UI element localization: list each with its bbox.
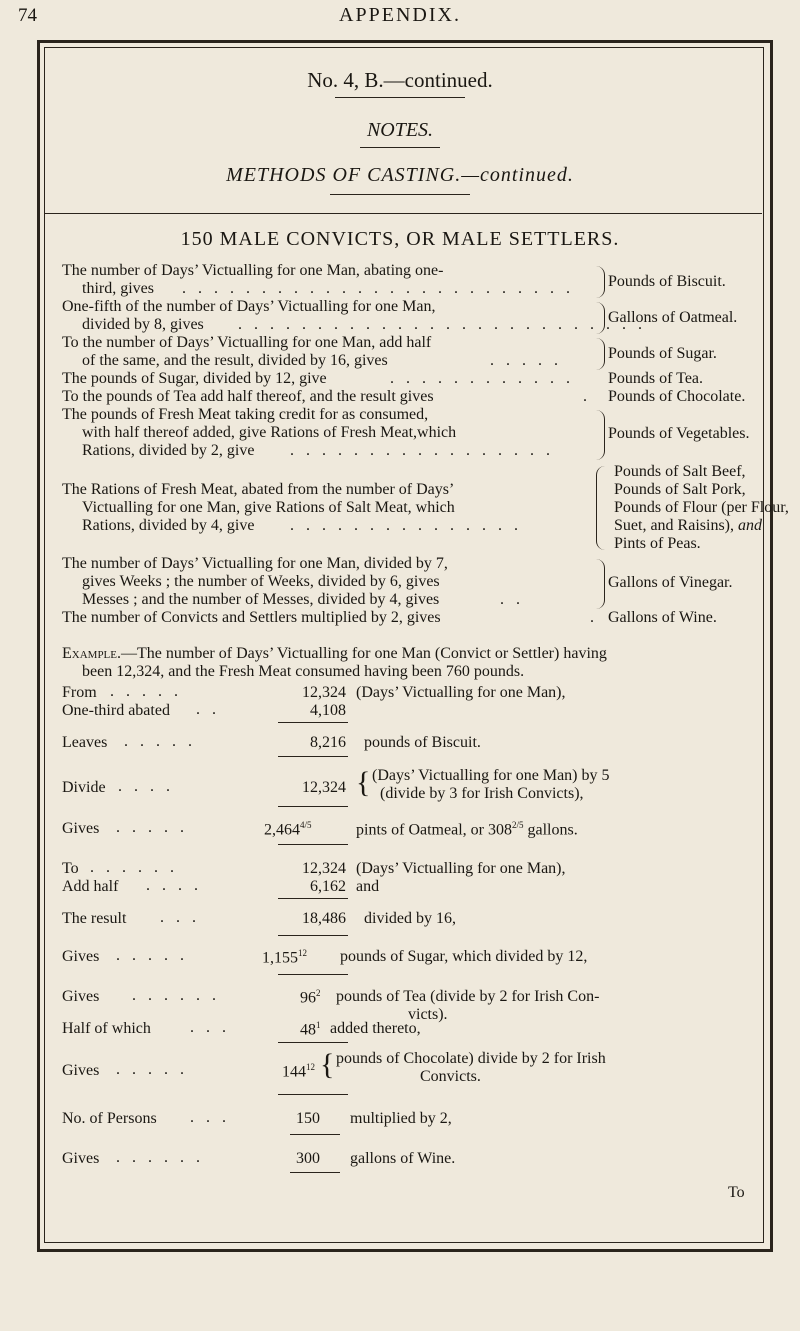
rule-7-result-c: Pounds of Flour (per Flour, [614,499,789,516]
example-to-value: 12,324 [302,860,346,877]
example-intro-text: —The number of Days’ Victualling for one Man (Convict or Settler) having [121,645,607,662]
rule-7-result-b: Pounds of Salt Pork, [614,481,746,498]
brace [596,266,605,298]
dot-leader: . . . . . . . . . . . . . . . . . [290,442,554,459]
brace [596,410,605,460]
heading-rule [360,147,440,148]
methods-heading: METHODS OF CASTING.—continued. [226,164,574,186]
example-gives3-fraction: 2 [316,988,321,998]
page-number: 74 [18,5,37,26]
rule-3-result: Pounds of Sugar. [608,345,717,362]
example-gives2-text: pounds of Sugar, which divided by 12, [340,948,588,965]
rule-7-line-2: Victualling for one Man, give Rations of Salt Meat, which [82,499,455,516]
brace [596,559,605,609]
example-from-text: (Days’ Victualling for one Man), [356,684,566,701]
example-divide-label: Divide [62,779,106,796]
rule-1-result: Pounds of Biscuit. [608,273,726,290]
rule-7-result-e: Pints of Peas. [614,535,701,552]
example-gives4-text-2: Convicts. [420,1068,481,1085]
rule-8-result: Gallons of Vinegar. [608,574,733,591]
example-from-label: From [62,684,97,701]
rule-8-line-1: The number of Days’ Victualling for one Man, divided by 7, [62,555,448,572]
dot-leader: . . . [190,1109,230,1126]
example-addhalf-value: 6,162 [310,878,346,895]
example-gives5-text: gallons of Wine. [350,1150,456,1167]
example-gives4-text-1: pounds of Chocolate) divide by 2 for Irish [336,1050,606,1067]
example-gives2-label: Gives [62,948,100,965]
example-gives3-number: 96 [300,989,316,1007]
example-divide-text-1-body: Days’ Victualling for one Man) by 5 [377,767,610,784]
sum-rule [278,974,348,975]
example-gives5-value: 300 [296,1150,320,1167]
example-gives1-text [356,820,578,839]
rule-1-line-1: The number of Days’ Victualling for one Man, abating one- [62,262,444,279]
rule-4: The pounds of Sugar, divided by 12, give [62,370,327,387]
example-gives1-text-body: pints of Oatmeal, or 308 [356,821,512,839]
brace [596,302,605,334]
rule-4-result: Pounds of Tea. [608,370,704,387]
dot-leader: . . . . . . . . . . . . . . . . . . . . . . . . . . [238,316,646,333]
example-halfof-text: added thereto, [330,1020,421,1037]
example-gives2-value [262,948,307,967]
notes-heading: NOTES. [366,119,434,141]
dot-leader: . . . . . . . . . . . . . . . [290,517,522,534]
dot-leader: . . . . . [116,1061,188,1078]
example-gives5-label: Gives [62,1150,100,1167]
example-addhalf-label: Add half [62,878,119,895]
example-leaves-label: Leaves [62,734,108,751]
example-gives1-fraction-2: 2/5 [511,820,524,830]
example-onethird-value: 4,108 [310,702,346,719]
rule-7-result-a: Pounds of Salt Beef, [614,463,746,480]
rule-7-result-d [614,518,762,534]
rule-7-line-1: The Rations of Fresh Meat, abated from the number of Days’ [62,481,455,498]
rule-2-result: Gallons of Oatmeal. [608,309,738,326]
rule-7-line-3: Rations, divided by 4, give [82,517,255,534]
dot-leader: . . . . . . [90,859,178,876]
brace-glyph: { [356,766,371,799]
table-title: No. 4, B.—continued. [307,68,493,92]
sum-rule [290,1172,340,1173]
example-gives4-number: 144 [282,1063,306,1081]
dot-leader: . [590,609,598,626]
rule-7-result-d-and: and [738,517,762,534]
sum-rule [278,935,348,936]
section-rule [44,213,762,214]
rule-8-line-3: Messes ; and the number of Messes, divided by 4, gives [82,591,440,608]
dot-leader: . . . . . [124,733,196,750]
brace [596,466,605,550]
brace-glyph: { [320,1048,335,1081]
rule-9: The number of Convicts and Settlers multiplied by 2, gives [62,609,441,626]
dot-leader: . . . . . [116,819,188,836]
example-to-label: To [62,860,79,877]
rule-7-result-d-text: Suet, and Raisins), [614,517,734,534]
example-gives3-text-1: pounds of Tea (divide by 2 for Irish Con- [336,988,600,1005]
dot-leader: . . . . . [116,947,188,964]
example-gives3-label: Gives [62,988,100,1005]
sum-rule [278,722,348,723]
example-to-text: (Days’ Victualling for one Man), [356,860,566,877]
rule-3-line-2: of the same, and the result, divided by 16, gives [82,352,388,369]
rule-2-line-2: divided by 8, gives [82,316,204,333]
example-halfof-number: 48 [300,1021,316,1039]
heading-rule [330,194,470,195]
example-gives4-label: Gives [62,1062,100,1079]
sum-rule [278,806,348,807]
rule-9-result: Gallons of Wine. [608,609,717,626]
dot-leader: . . . [190,1019,230,1036]
section-heading: 150 MALE CONVICTS, OR MALE SETTLERS. [180,228,620,250]
dot-leader: . . . [160,909,200,926]
brace [596,338,605,370]
example-onethird-label: One-third abated [62,702,170,719]
sum-rule [278,756,348,757]
dot-leader: . . . . [118,778,174,795]
example-divide-value: 12,324 [302,779,346,796]
example-persons-text: multiplied by 2, [350,1110,452,1127]
rule-1-line-2: third, gives [82,280,154,297]
example-gives4-fraction: 12 [306,1062,315,1072]
sum-rule [278,1042,348,1043]
example-intro-line-1 [62,646,607,662]
dot-leader: . . . . [146,877,202,894]
dot-leader: . . . . . . . . . . . . [390,370,574,387]
example-result-value: 18,486 [302,910,346,927]
catchword: To [728,1184,745,1201]
rule-6-result: Pounds of Vegetables. [608,425,750,442]
example-gives1-label: Gives [62,820,100,837]
dot-leader: . . [196,701,220,718]
example-halfof-label: Half of which [62,1020,151,1037]
dot-leader: . [583,388,591,405]
example-leaves-value: 8,216 [310,734,346,751]
example-gives3-text-2: victs). [408,1006,448,1023]
rule-5: To the pounds of Tea add half thereof, and the result gives [62,388,434,405]
sum-rule [278,898,348,899]
rule-8-line-2: gives Weeks ; the number of Weeks, divided by 6, gives [82,573,440,590]
heading-rule [335,97,465,98]
example-divide-text-2: (divide by 3 for Irish Convicts), [380,785,584,802]
example-halfof-value [300,1020,321,1039]
running-head: APPENDIX. [339,4,461,26]
example-leaves-text: pounds of Biscuit. [364,734,481,751]
sum-rule [278,844,348,845]
example-result-label: The result [62,910,127,927]
sum-rule [290,1134,340,1135]
example-divide-text-1: (Days’ Victualling for one Man) by 5 [372,767,610,784]
example-gives3-value [300,988,321,1007]
example-label: Example. [62,645,121,662]
example-gives2-number: 1,155 [262,949,298,967]
rule-6-line-2: with half thereof added, give Rations of Fresh Meat,which [82,424,457,441]
rule-2-line-1: One-fifth of the number of Days’ Victualling for one Man, [62,298,436,315]
rule-6-line-3: Rations, divided by 2, give [82,442,255,459]
dot-leader: . . [500,591,524,608]
example-persons-value: 150 [296,1110,320,1127]
example-gives1-value [264,820,312,839]
dot-leader: . . . . . [490,352,562,369]
example-gives1-fraction: 4/5 [300,820,312,830]
rule-6-line-1: The pounds of Fresh Meat taking credit for as consumed, [62,406,429,423]
example-gives4-value [282,1062,315,1081]
dot-leader: . . . . . . . . . . . . . . . . . . . . . . . . . [182,280,574,297]
example-result-text: divided by 16, [364,910,456,927]
example-from-value: 12,324 [302,684,346,701]
rule-5-result: Pounds of Chocolate. [608,388,746,405]
example-gives2-fraction: 12 [298,948,307,958]
example-addhalf-text: and [356,878,380,895]
example-gives1-text-end: gallons. [527,821,578,839]
sum-rule [278,1094,348,1095]
example-persons-label: No. of Persons [62,1110,157,1127]
example-halfof-fraction: 1 [316,1020,321,1030]
dot-leader: . . . . . [110,683,182,700]
dot-leader: . . . . . . [116,1149,204,1166]
example-gives1-number: 2,464 [264,821,300,839]
dot-leader: . . . . . . [132,987,220,1004]
rule-3-line-1: To the number of Days’ Victualling for one Man, add half [62,334,432,351]
example-intro-line-2: been 12,324, and the Fresh Meat consumed having been 760 pounds. [82,663,525,680]
